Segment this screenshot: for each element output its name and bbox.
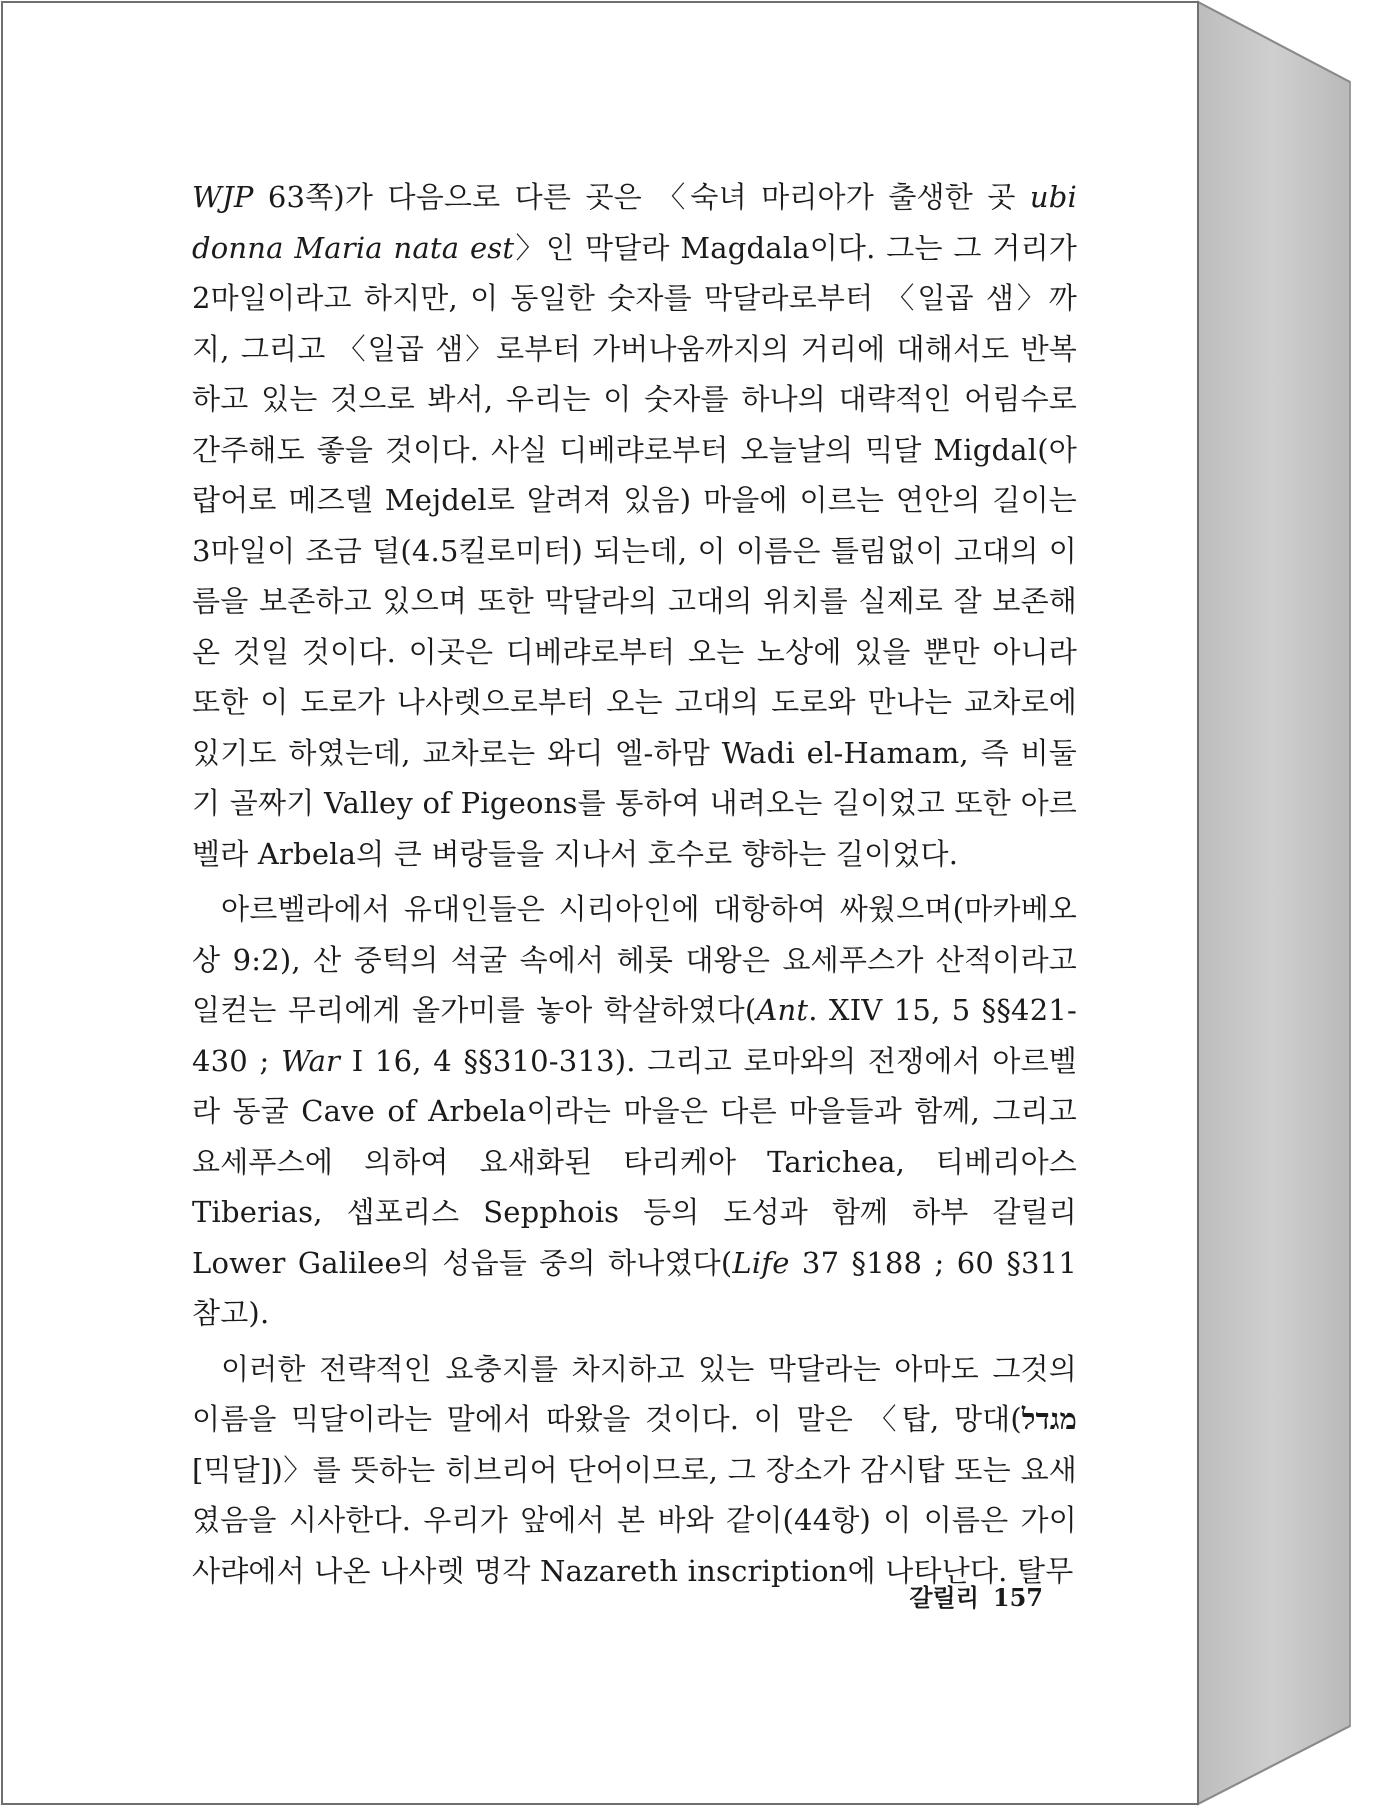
book-side-edge <box>1198 2 1350 1804</box>
page-number: 157 <box>992 1583 1043 1612</box>
italic-text: War <box>281 1043 341 1078</box>
paragraph-3 <box>192 1344 1077 1597</box>
running-head: 갈릴리 <box>909 1583 979 1612</box>
text-run: . XIV 15, 5 §§421-430 ; <box>192 993 1077 1078</box>
italic-text: WJP <box>192 180 254 214</box>
text-run: 이러한 전략적인 요충지를 차지하고 있는 막달라는 아마도 그것의 이름을 믹달이라는 말에서 따왔을 것이다. 이 말은 〈탑, 망대( <box>192 1351 1077 1436</box>
page-footer <box>890 1578 1043 1613</box>
italic-text: Ant <box>756 993 809 1027</box>
text-run: 〉인 막달라 Magdala이다. 그는 그 거리가 2마일이라고 하지만, 이 동일한 숫자를 막달라로부터 〈일곱 샘〉까지, 그리고 〈일곱 샘〉로부터 가버나움까지의 거리에 대해서도 반복하고 있는 것으로 봐서, 우리는 이 숫자를 하나의 대략적인 어림수로 간주해도 좋을 것이다. 사실 디베랴로부터 오늘날의 믹달 Migdal(아랍어로 메즈델 Mejdel로 알려져 있음) 마을에 이르는 연안의 길이는 3마일이 조금 덜(4.5킬로미터) 되는데, 이 이름은 틀림없이 고대의 이름을 보존하고 있으며 또한 막달라의 고대의 위치를 실제로 잘 보존해 온 것일 것이다. 이곳은 디베랴로부터 오는 노상에 있을 뿐만 아니라 또한 이 도로가 나사렛으로부터 오는 고대의 도로와 만나는 교차로에 있기도 하였는데, 교차로는 와디 엘-하맘 Wadi el-Hamam, 즉 비둘기 골짜기 Valley of Pigeons를 통하여 내려오는 길이었고 또한 아르벨라 Arbela의 큰 벼랑들을 지나서 호수로 향하는 길이었다. <box>192 230 1077 871</box>
paragraph-2 <box>192 884 1077 1339</box>
hebrew-text: מגדל <box>1021 1402 1077 1436</box>
text-run: I 16, 4 §§310-313). 그리고 로마와의 전쟁에서 아르벨라 동굴 Cave of Arbela이라는 마을은 다른 마을들과 함께, 그리고 요세푸스에 의하여 요새화된 타리케아 Tarichea, 티베리아스 Tiberias, 셉포리스 Sepphois 등의 도성과 함께 하부 갈릴리 Lower Galilee의 성읍들 중의 하나였다( <box>192 1043 1077 1280</box>
page-text-block <box>192 172 1077 1596</box>
text-run: 37 §188 ; 60 §311 참고). <box>192 1245 1077 1330</box>
italic-text: ubi donna Maria nata est <box>192 180 1077 265</box>
paragraph-1 <box>192 172 1077 879</box>
italic-text: Life <box>732 1245 790 1280</box>
text-run: 63쪽)가 다음으로 다른 곳은 〈숙녀 마리아가 출생한 곳 <box>253 180 1030 214</box>
text-run: 아르벨라에서 유대인들은 시리아인에 대항하여 싸웠으며(마카베오상 9:2), 산 중턱의 석굴 속에서 헤롯 대왕은 요세푸스가 산적이라고 일컫는 무리에게 올가미를 놓아 학살하였다( <box>192 892 1077 1027</box>
text-run: [믹달])〉를 뜻하는 히브리어 단어이므로, 그 장소가 감시탑 또는 요새였음을 시사한다. 우리가 앞에서 본 바와 같이(44항) 이 이름은 가이사랴에서 나온 나사렛 명각 Nazareth inscription에 나타난다. 탈무 <box>192 1452 1077 1588</box>
